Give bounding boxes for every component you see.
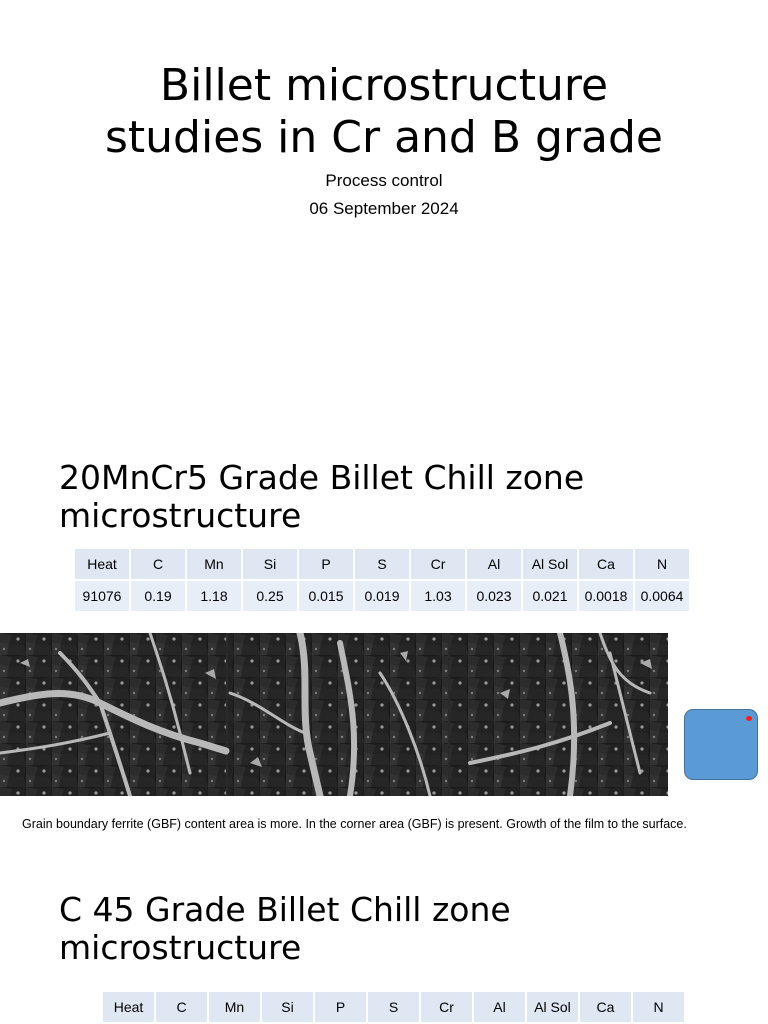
header-cell: Ca: [580, 992, 631, 1022]
annotation-shape: [684, 709, 758, 780]
table-header-row: [75, 549, 689, 579]
header-cell: Mn: [187, 549, 241, 579]
table-cell: 0.021: [523, 581, 577, 611]
table-cell: 0.25: [243, 581, 297, 611]
header-cell: Cr: [421, 992, 472, 1022]
microstructure-caption: Grain boundary ferrite (GBF) content area is more. In the corner area (GBF) is present. Growth of the film to the surface.: [22, 817, 687, 831]
title-slide: [0, 60, 768, 220]
header-cell: P: [299, 549, 353, 579]
header-cell: Si: [262, 992, 313, 1022]
table-cell: 0.023: [467, 581, 521, 611]
section-title-20mncr5: 20MnCr5 Grade Billet Chill zone microstructure: [59, 458, 585, 535]
presentation-subtitle: Process control: [325, 171, 443, 190]
header-cell: Cr: [411, 549, 465, 579]
header-cell: Heat: [75, 549, 129, 579]
table-cell: 0.0018: [579, 581, 633, 611]
table-header-row: [103, 992, 684, 1022]
section-title-c45: C 45 Grade Billet Chill zone microstructure: [59, 890, 511, 967]
microstructure-image: [0, 633, 668, 796]
header-cell: C: [131, 549, 185, 579]
header-cell: Al: [474, 992, 525, 1022]
header-cell: S: [355, 549, 409, 579]
header-cell: Si: [243, 549, 297, 579]
presentation-date: 06 September 2024: [309, 199, 459, 218]
marker-dot: [746, 716, 752, 721]
header-cell: P: [315, 992, 366, 1022]
table-cell: 91076: [75, 581, 129, 611]
header-cell: N: [635, 549, 689, 579]
header-cell: S: [368, 992, 419, 1022]
microstructure-picture: [0, 633, 668, 796]
table-row: [75, 581, 689, 611]
header-cell: Heat: [103, 992, 154, 1022]
table-cell: 1.18: [187, 581, 241, 611]
presentation-title: Billet microstructure studies in Cr and B grade: [104, 60, 663, 163]
table-cell: 0.019: [355, 581, 409, 611]
composition-table-20mncr5: [73, 547, 691, 613]
composition-table-c45: [101, 990, 686, 1024]
table-cell: 0.015: [299, 581, 353, 611]
table-cell: 0.19: [131, 581, 185, 611]
header-cell: Al Sol: [527, 992, 578, 1022]
header-cell: C: [156, 992, 207, 1022]
header-cell: Al Sol: [523, 549, 577, 579]
header-cell: N: [633, 992, 684, 1022]
table-cell: 0.0064: [635, 581, 689, 611]
header-cell: Ca: [579, 549, 633, 579]
table-cell: 1.03: [411, 581, 465, 611]
header-cell: Al: [467, 549, 521, 579]
header-cell: Mn: [209, 992, 260, 1022]
